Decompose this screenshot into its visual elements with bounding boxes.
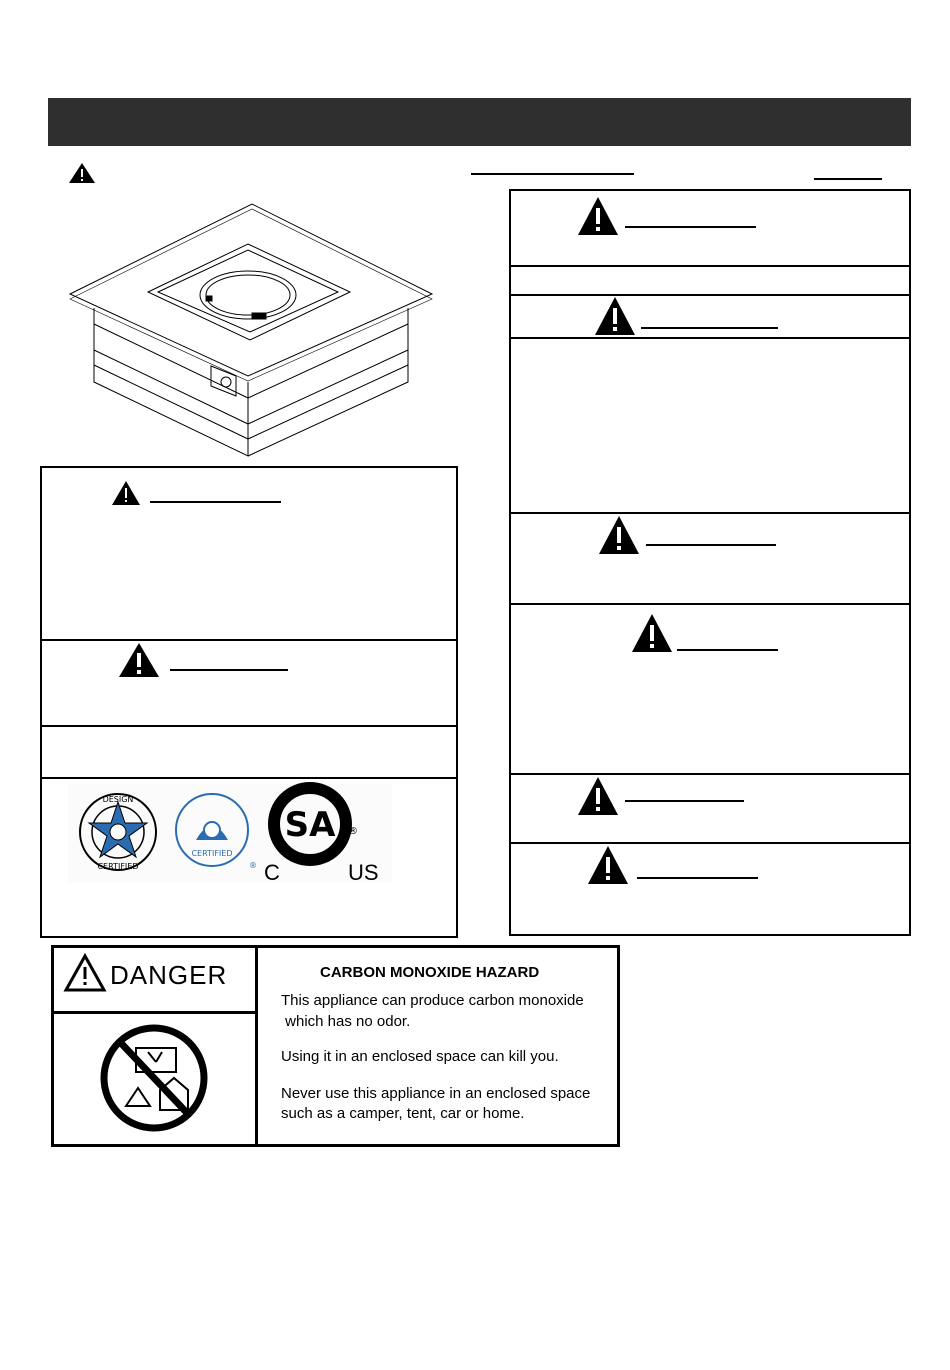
heading-underline	[471, 173, 634, 175]
warning-icon	[631, 613, 673, 653]
panel-divider	[40, 777, 458, 779]
panel-divider	[509, 512, 911, 514]
hazard-line: This appliance can produce carbon monoxide	[281, 992, 584, 1009]
svg-text:SA: SA	[284, 805, 336, 845]
danger-label-divider	[255, 945, 258, 1147]
hazard-line: Never use this appliance in an enclosed space	[281, 1085, 591, 1102]
panel-divider	[40, 725, 458, 727]
panel-divider	[509, 265, 911, 267]
heading-underline	[814, 178, 882, 180]
svg-text:®: ®	[249, 861, 257, 870]
warning-icon	[577, 196, 619, 236]
section-header-bar	[48, 98, 911, 146]
hazard-line: such as a camper, tent, car or home.	[281, 1105, 525, 1122]
no-enclosed-space-icon	[96, 1018, 212, 1138]
svg-text:C: C	[264, 860, 280, 885]
svg-text:US: US	[348, 860, 379, 885]
danger-label-divider	[51, 1011, 256, 1014]
panel-divider	[509, 773, 911, 775]
warning-icon	[118, 642, 160, 678]
panel-divider	[509, 337, 911, 339]
warning-heading-underline	[170, 669, 288, 671]
panel-divider	[509, 294, 911, 296]
panel-divider	[509, 842, 911, 844]
warning-icon	[68, 162, 96, 184]
panel-divider	[40, 639, 458, 641]
csa-c-us-mark	[262, 780, 392, 884]
warning-heading-underline	[637, 877, 758, 879]
warning-icon	[111, 480, 141, 506]
warning-heading-underline	[677, 649, 778, 651]
warning-heading-underline	[625, 226, 756, 228]
warning-heading-underline	[625, 800, 744, 802]
warning-heading-underline	[641, 327, 778, 329]
fire-pit-illustration	[66, 200, 438, 460]
csa-certified-seal-icon	[174, 792, 256, 872]
hazard-title: CARBON MONOXIDE HAZARD	[320, 964, 540, 981]
design-certified-seal-icon	[76, 790, 162, 874]
warning-heading-underline	[150, 501, 281, 503]
warning-icon	[594, 296, 636, 336]
svg-text:DESIGN: DESIGN	[102, 795, 134, 804]
warning-icon	[587, 845, 629, 885]
right-warning-panel	[509, 189, 911, 936]
warning-icon	[598, 515, 640, 555]
hazard-line: Using it in an enclosed space can kill you.	[281, 1048, 559, 1065]
danger-warning-icon	[64, 954, 106, 992]
registered-mark: ®	[348, 826, 358, 837]
danger-title: DANGER	[110, 960, 228, 990]
hazard-line: which has no odor.	[281, 1013, 411, 1030]
svg-text:CERTIFIED: CERTIFIED	[97, 862, 139, 871]
warning-icon	[577, 776, 619, 816]
panel-divider	[509, 603, 911, 605]
warning-heading-underline	[646, 544, 776, 546]
svg-text:CERTIFIED: CERTIFIED	[191, 849, 233, 858]
